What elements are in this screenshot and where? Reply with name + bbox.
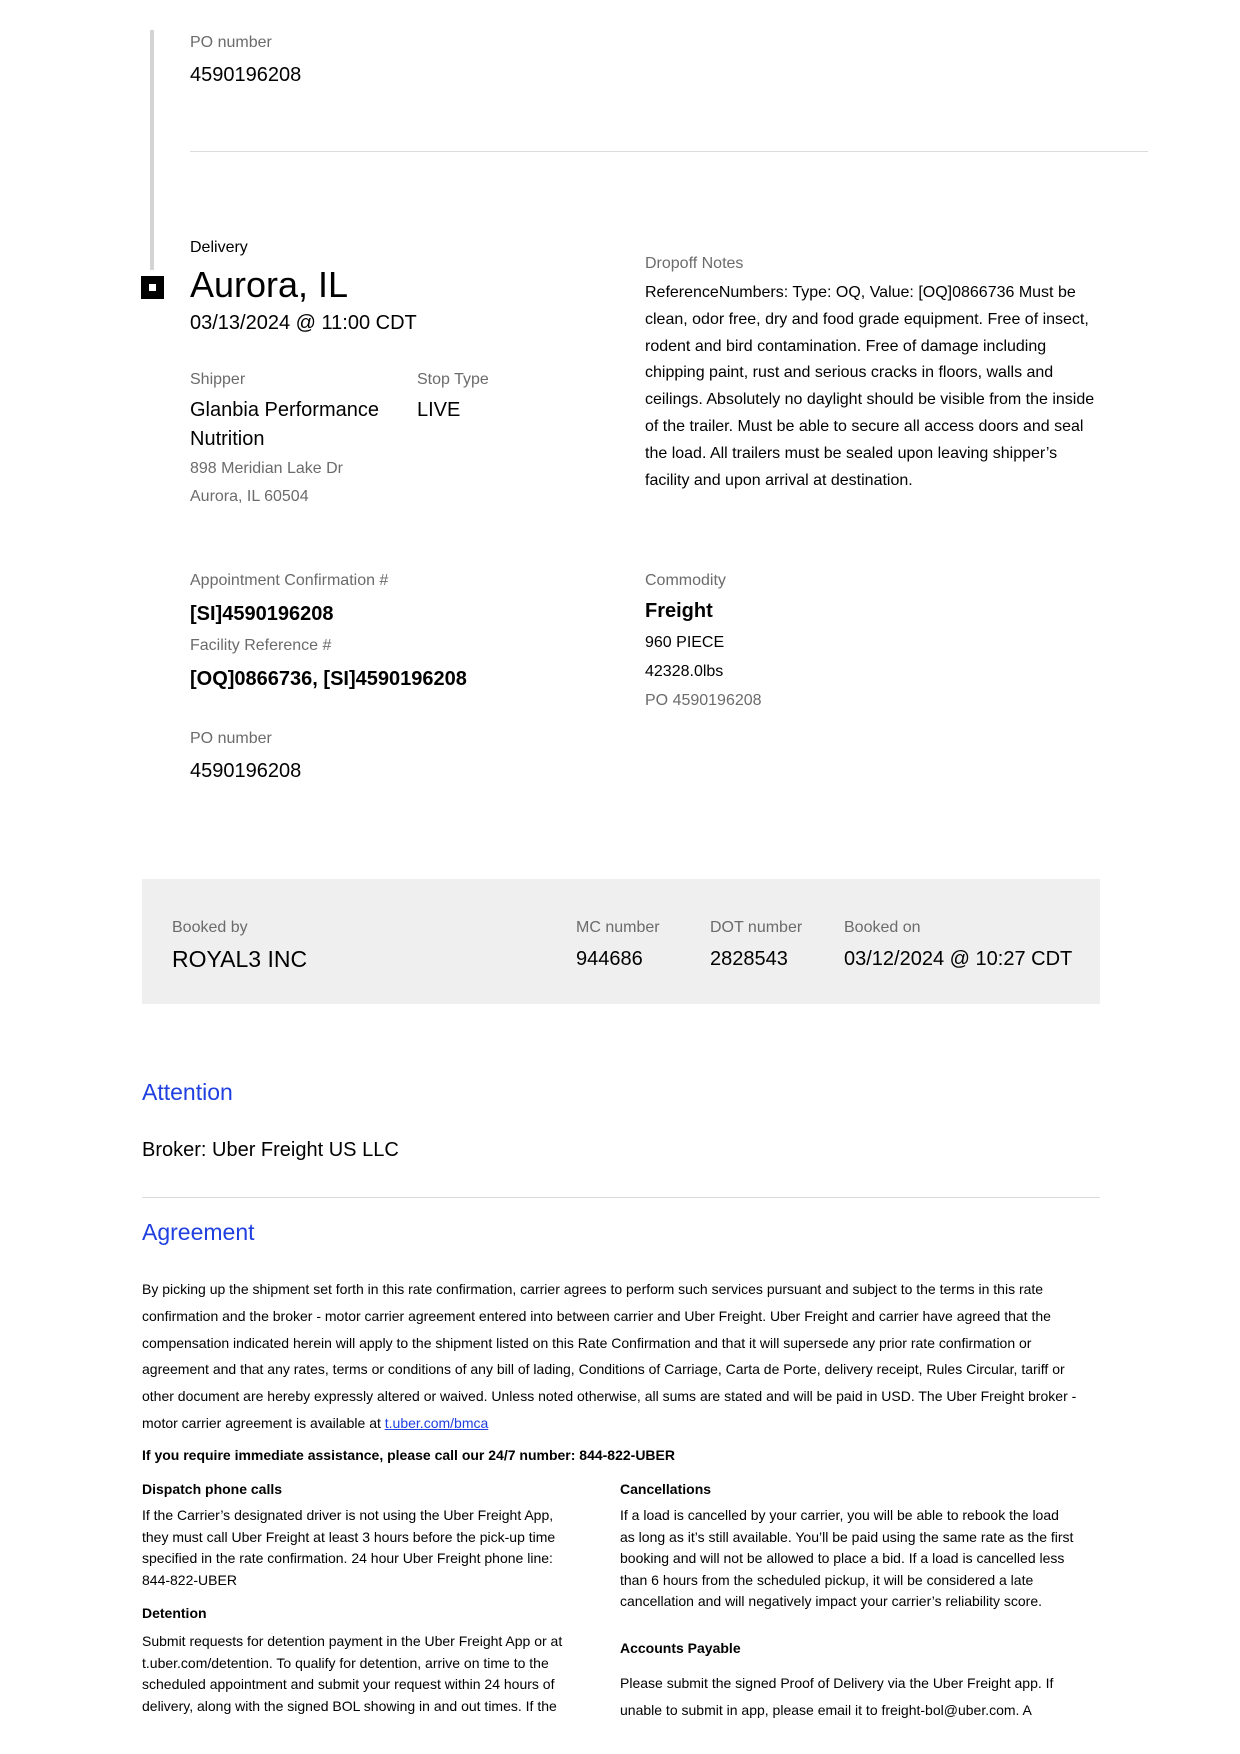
stop-datetime: 03/13/2024 @ 11:00 CDT bbox=[190, 312, 417, 334]
shipper-address-line2: Aurora, IL 60504 bbox=[190, 488, 309, 505]
assistance-line: If you require immediate assistance, please call our 24/7 number: 844-822-UBER bbox=[142, 1447, 675, 1463]
appointment-confirmation-value: [SI]4590196208 bbox=[190, 603, 334, 625]
agreement-title: Agreement bbox=[142, 1219, 255, 1245]
commodity-label: Commodity bbox=[645, 572, 726, 589]
agreement-text: By picking up the shipment set forth in this rate confirmation, carrier agrees to perform such services pursuant and subject to the terms in this rate confirmation and the broker - motor carrier agreement entered into between carrier and Uber Freight. Uber Freight and carrier have agreed that the compensation indicated herein will apply to the shipment listed on this Rate Confirmation and that it will supersede any prior rate confirmation or agreement and that any rates, terms or conditions of any bill of lading, Conditions of Carriage, Carta de Porte, delivery receipt, Rules Circular, tariff or other document are hereby expressly altered or waived. Unless noted otherwise, all sums are stated and will be paid in USD. The Uber Freight broker - motor carrier agreement is available at bbox=[142, 1281, 1077, 1431]
cancellations-body: If a load is cancelled by your carrier, you will be able to rebook the load as long as it’s still available. You’ll be paid using the same rate as the first booking and will not be allowed to place a bid. If a load is cancelled less than 6 hours from the scheduled pickup, it will be considered a late cancellation and will negatively impact your carrier’s reliability score. bbox=[620, 1507, 1074, 1609]
attention-title: Attention bbox=[142, 1079, 233, 1105]
shipper-name-line1: Glanbia Performance bbox=[190, 399, 379, 421]
divider bbox=[190, 151, 1148, 152]
booked-by-value: ROYAL3 INC bbox=[172, 946, 308, 972]
facility-reference-label: Facility Reference # bbox=[190, 637, 332, 654]
booked-on-value: 03/12/2024 @ 10:27 CDT bbox=[844, 948, 1073, 970]
shipper-name-line2: Nutrition bbox=[190, 428, 265, 450]
commodity-name: Freight bbox=[645, 600, 713, 622]
po-value: 4590196208 bbox=[190, 64, 302, 86]
detention-body: Submit requests for detention payment in the Uber Freight App or at t.uber.com/detention. To qualify for detention, arrive on time to the scheduled appointment and submit your request within 24 hours of delivery, along with the signed BOL showing in and out times. If the bbox=[142, 1633, 563, 1714]
dot-number-label: DOT number bbox=[710, 919, 803, 936]
delivery-po-value: 4590196208 bbox=[190, 760, 302, 782]
stop-kind: Delivery bbox=[190, 239, 248, 256]
bmca-link[interactable]: t.uber.com/bmca bbox=[384, 1414, 489, 1431]
booked-by-label: Booked by bbox=[172, 919, 248, 936]
stop-timeline-line bbox=[150, 30, 154, 270]
stop-city: Aurora, IL bbox=[190, 264, 349, 305]
delivery-po-label: PO number bbox=[190, 730, 272, 747]
detention-title: Detention bbox=[142, 1605, 207, 1621]
agreement-body bbox=[142, 1276, 1082, 1437]
divider bbox=[142, 1197, 1100, 1198]
stop-type-label: Stop Type bbox=[417, 371, 489, 388]
dot-number-value: 2828543 bbox=[710, 948, 788, 970]
booked-on-label: Booked on bbox=[844, 919, 921, 936]
accounts-payable-body: Please submit the signed Proof of Delivery via the Uber Freight app. If unable to submit in app, please email it to freight-bol@uber.com. A bbox=[620, 1675, 1054, 1718]
dispatch-title: Dispatch phone calls bbox=[142, 1481, 283, 1497]
cancellations-title: Cancellations bbox=[620, 1481, 712, 1497]
booking-panel bbox=[142, 879, 1100, 1004]
dispatch-body: If the Carrier’s designated driver is not using the Uber Freight App, they must call Uber Freight at least 3 hours before the pick-up time specified in the rate confirmation. 24 hour Uber Freight phone line: 844-822-UBER bbox=[142, 1507, 556, 1588]
shipper-label: Shipper bbox=[190, 371, 246, 388]
mc-number-value: 944686 bbox=[576, 948, 643, 970]
stop-marker-icon bbox=[141, 276, 164, 299]
facility-reference-value: [OQ]0866736, [SI]4590196208 bbox=[190, 668, 467, 690]
dropoff-notes-label: Dropoff Notes bbox=[645, 255, 744, 272]
accounts-payable-title: Accounts Payable bbox=[620, 1640, 741, 1656]
commodity-po: PO 4590196208 bbox=[645, 692, 762, 709]
po-label: PO number bbox=[190, 34, 272, 51]
commodity-quantity: 960 PIECE bbox=[645, 634, 725, 651]
stop-type-value: LIVE bbox=[417, 399, 461, 421]
dropoff-notes-text: ReferenceNumbers: Type: OQ, Value: [OQ]0866736 Must be clean, odor free, dry and food grade equipment. Free of insect, rodent and bird contamination. Free of damage including chipping paint, rust and serious cracks in floors, walls and ceilings. Absolutely no daylight should be visible from the inside of the trailer. Must be able to secure all access doors and seal the load. All trailers must be sealed upon leaving shipper’s facility and upon arrival at destination. bbox=[645, 284, 1095, 489]
commodity-weight: 42328.0lbs bbox=[645, 663, 724, 680]
mc-number-label: MC number bbox=[576, 919, 660, 936]
shipper-address-line1: 898 Meridian Lake Dr bbox=[190, 460, 343, 477]
appointment-confirmation-label: Appointment Confirmation # bbox=[190, 572, 389, 589]
broker-line: Broker: Uber Freight US LLC bbox=[142, 1139, 399, 1161]
